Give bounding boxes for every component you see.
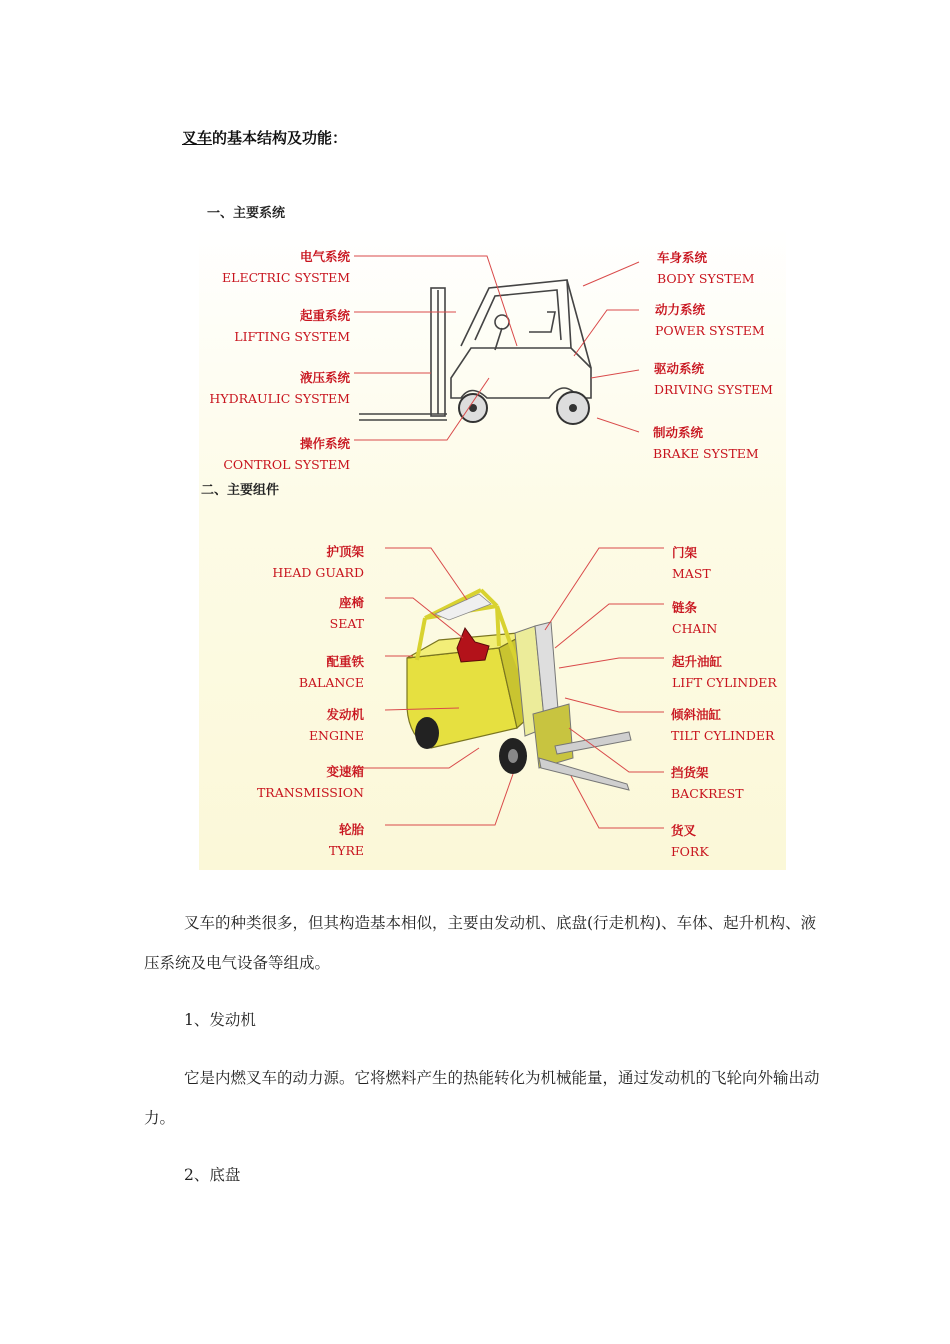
label-en: SEAT [329,616,364,631]
label-en: BALANCE [298,675,364,690]
intro-paragraph [144,903,824,983]
intro-text: 叉车的种类很多，但其构造基本相似，主要由发动机、底盘(行走机构)、车体、起升机构、液压系统及电气设备等组成。 [144,914,817,972]
label-en: FORK [671,844,709,859]
label-cn: 动力系统 [655,302,706,317]
label-en: ENGINE [308,728,364,743]
heading-text: 2、底盘 [184,1166,241,1184]
label-cn: 链条 [672,600,698,615]
label-cn: 倾斜油缸 [671,707,722,722]
label-cn: 制动系统 [653,425,704,440]
forklift-figure [199,206,786,870]
label-en: LIFT CYLINDER [672,675,777,690]
section-heading-chassis [144,1155,824,1195]
label-cn: 护顶架 [326,544,364,559]
label-cn: 轮胎 [338,822,364,837]
label-en: POWER SYSTEM [655,323,765,338]
engine-text: 它是内燃叉车的动力源。它将燃料产生的热能转化为机械能量，通过发动机的飞轮向外输出动力。 [144,1069,820,1127]
label-en: HEAD GUARD [272,565,364,580]
label-cn: 液压系统 [299,370,350,385]
label-cn: 货叉 [671,823,697,838]
label-cn: 车身系统 [657,250,708,265]
label-cn: 变速箱 [326,764,364,779]
label-en: TILT CYLINDER [671,728,775,743]
label-cn: 挡货架 [671,765,709,780]
section1-heading: 一、主要系统 [207,206,286,221]
title-underlined: 叉车 [182,129,213,147]
label-cn: 起升油缸 [672,654,723,669]
label-en: CONTROL SYSTEM [223,457,350,472]
label-en: BACKREST [671,786,744,801]
label-en: HYDRAULIC SYSTEM [209,391,350,406]
label-en: CHAIN [672,621,718,636]
title-rest: 的基本结构及功能： [212,129,348,147]
engine-paragraph [144,1058,824,1138]
label-en: BODY SYSTEM [657,271,755,286]
label-en: LIFTING SYSTEM [234,329,350,344]
forklift-3d-drawing [199,228,786,870]
label-en: TYRE [328,843,364,858]
label-en: ELECTRIC SYSTEM [222,270,350,285]
label-cn: 发动机 [326,707,364,722]
label-en: DRIVING SYSTEM [654,382,773,397]
section2-heading: 二、主要组件 [201,483,280,498]
label-en: BRAKE SYSTEM [653,446,759,461]
label-cn: 座椅 [338,595,364,610]
label-en: TRANSMISSION [256,785,364,800]
heading-text: 1、发动机 [184,1011,256,1029]
label-cn: 电气系统 [299,249,350,264]
label-cn: 起重系统 [299,308,350,323]
page-title [182,127,347,148]
label-cn: 操作系统 [299,436,350,451]
label-en: MAST [672,566,711,581]
label-cn: 门架 [672,545,698,560]
label-cn: 配重铁 [326,654,364,669]
section-heading-engine [144,1000,824,1040]
label-cn: 驱动系统 [654,361,705,376]
